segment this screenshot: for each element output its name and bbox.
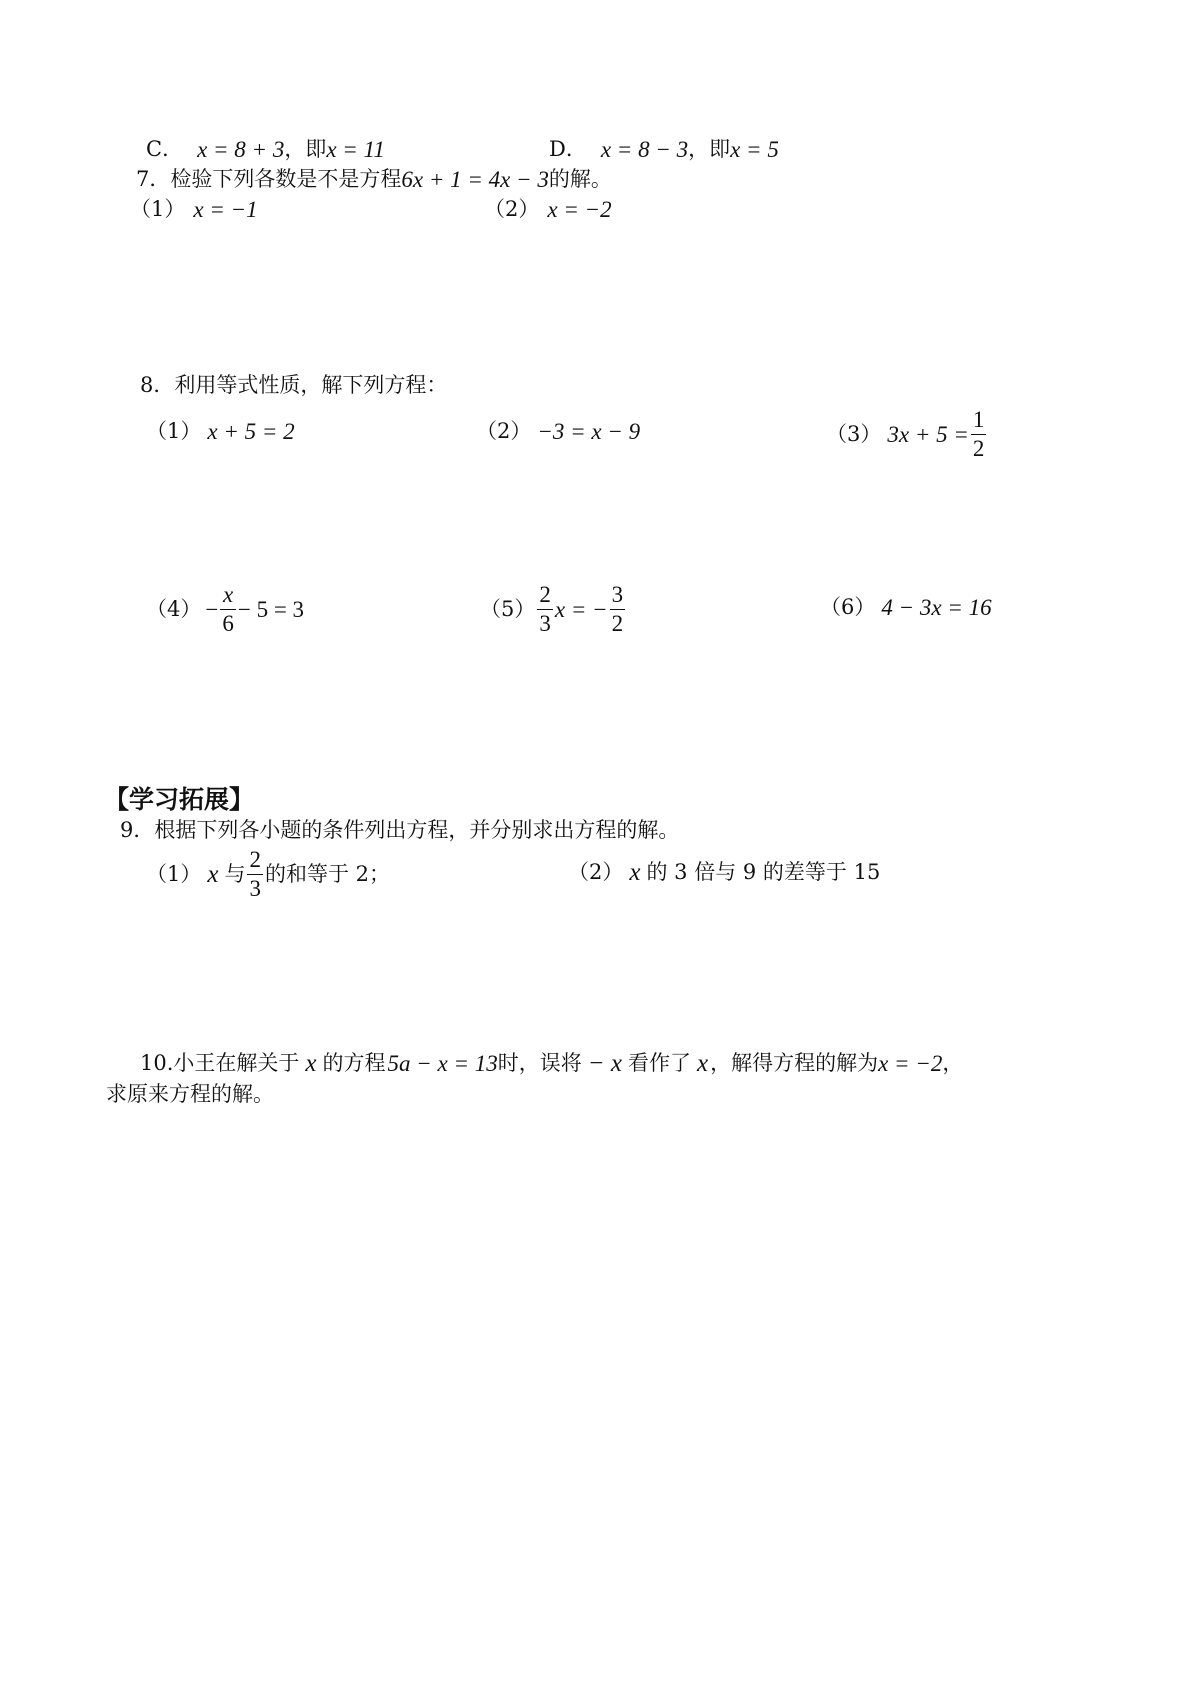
option-d-eq1: x = 8 − 3 xyxy=(600,137,689,162)
q8-item-6 xyxy=(820,596,992,619)
option-c-label: C． xyxy=(146,137,184,161)
q7-text-before: 检验下列各数是不是方程 xyxy=(170,167,402,191)
q10-number: 10. xyxy=(140,1051,174,1075)
q10-var2: x xyxy=(696,1050,709,1077)
q7-item-1 xyxy=(130,198,258,221)
q7-item-2 xyxy=(484,198,612,221)
q8-item-2-eq: −3 = x − 9 xyxy=(537,419,641,444)
q8-item-4-label: （4） xyxy=(146,597,202,622)
q8-item-5-frac-num: 2 xyxy=(539,582,551,607)
option-c-eq2: x = 11 xyxy=(326,137,385,162)
q10-t3: 时，误将 xyxy=(497,1051,582,1075)
q7-item-2-eq: x = −2 xyxy=(547,197,612,222)
q7-item-1-eq: x = −1 xyxy=(193,197,258,222)
option-c-sep: ，即 xyxy=(284,137,327,161)
q10-line-1 xyxy=(140,1051,963,1076)
q8-item-3-lhs: 3x + 5 = xyxy=(887,422,969,448)
q7-item-2-label: （2） xyxy=(484,197,540,221)
q8-item-3-frac-num: 1 xyxy=(972,407,985,432)
q9-item-1-text1: 与 xyxy=(224,862,246,887)
q8-item-5-label: （5） xyxy=(480,597,536,622)
q9-item-1-frac-den: 3 xyxy=(249,876,261,902)
q10-t2: 的方程 xyxy=(322,1051,386,1075)
q8-item-3-frac-den: 2 xyxy=(972,436,985,462)
q8-item-5 xyxy=(480,583,627,636)
q9-item-1-var: x xyxy=(207,861,219,889)
q9-item-1-frac-num: 2 xyxy=(249,847,261,872)
q9-prompt xyxy=(120,820,679,841)
option-d-eq2: x = 5 xyxy=(730,137,779,162)
fraction-bar xyxy=(971,434,987,435)
q10-t6: ， xyxy=(942,1051,964,1075)
q9-text: 根据下列各小题的条件列出方程，并分别求出方程的解。 xyxy=(154,818,680,842)
q8-item-3-fraction xyxy=(971,408,987,461)
fraction-bar xyxy=(247,874,263,875)
q8-item-1-eq: x + 5 = 2 xyxy=(207,419,295,444)
option-c xyxy=(146,138,385,161)
q8-prompt xyxy=(140,375,447,396)
q9-item-2-var: x xyxy=(629,859,641,886)
q9-item-1-label: （1） xyxy=(146,862,202,887)
q9-item-2-label: （2） xyxy=(568,860,624,884)
q8-number: 8． xyxy=(140,373,175,397)
q8-item-2 xyxy=(476,420,640,443)
q8-item-1-label: （1） xyxy=(146,419,202,443)
q7-number: 7． xyxy=(136,167,171,191)
q8-item-4-frac-den: 6 xyxy=(222,611,234,637)
fraction-bar xyxy=(537,609,553,610)
q8-item-4-post: − 5 = 3 xyxy=(237,597,305,623)
section-heading: 【学习拓展】 xyxy=(104,785,255,814)
option-d-label: D． xyxy=(549,137,587,161)
q10-equation: 5a − x = 13 xyxy=(387,1051,498,1076)
fraction-bar xyxy=(220,609,236,610)
q10-t5: ，解得方程的解为 xyxy=(710,1051,879,1075)
q8-item-5-frac2-den: 2 xyxy=(611,611,624,637)
q9-number: 9． xyxy=(120,818,155,842)
q7-prompt xyxy=(136,168,612,191)
q8-item-6-label: （6） xyxy=(820,595,876,619)
q8-item-4-frac-num: x xyxy=(223,582,234,607)
q8-item-1 xyxy=(146,420,295,443)
q7-item-1-label: （1） xyxy=(130,197,186,221)
q10-solution: x = −2 xyxy=(878,1051,943,1076)
q8-item-4 xyxy=(146,583,304,636)
q8-item-3-label: （3） xyxy=(826,422,882,447)
q10-line-2: 求原来方程的解。 xyxy=(106,1082,274,1106)
q10-t4: 看作了 xyxy=(627,1051,691,1075)
q8-item-5-frac-den: 3 xyxy=(539,611,551,637)
q8-item-5-fraction xyxy=(537,583,553,636)
option-c-eq1: x = 8 + 3 xyxy=(197,137,285,162)
q10-var1: x xyxy=(305,1050,317,1077)
q10-t1: 小王在解关于 xyxy=(173,1051,300,1075)
q8-item-5-fraction-2 xyxy=(610,583,626,636)
q9-item-1 xyxy=(146,848,390,901)
q8-item-3 xyxy=(826,408,988,461)
q9-item-1-text2: 的和等于 2； xyxy=(264,862,391,887)
q8-item-4-fraction xyxy=(220,583,236,636)
q8-item-5-frac2-num: 3 xyxy=(611,582,624,607)
q7-equation: 6x + 1 = 4x − 3 xyxy=(401,167,549,192)
fraction-bar xyxy=(610,609,626,610)
q8-item-2-label: （2） xyxy=(476,419,532,443)
q8-item-6-eq: 4 − 3x = 16 xyxy=(881,595,992,620)
q7-text-after: 的解。 xyxy=(548,167,612,191)
q9-item-1-fraction xyxy=(247,848,263,901)
option-d xyxy=(549,138,779,161)
option-d-sep: ，即 xyxy=(688,137,731,161)
q8-item-4-pre: − xyxy=(205,597,219,623)
q10-neg-x: − x xyxy=(587,1050,622,1077)
q8-item-5-mid: x = − xyxy=(554,597,608,623)
q8-text: 利用等式性质，解下列方程： xyxy=(174,373,448,397)
q9-item-2-text: 的 3 倍与 9 的差等于 15 xyxy=(646,860,881,884)
q9-item-2 xyxy=(568,860,880,885)
